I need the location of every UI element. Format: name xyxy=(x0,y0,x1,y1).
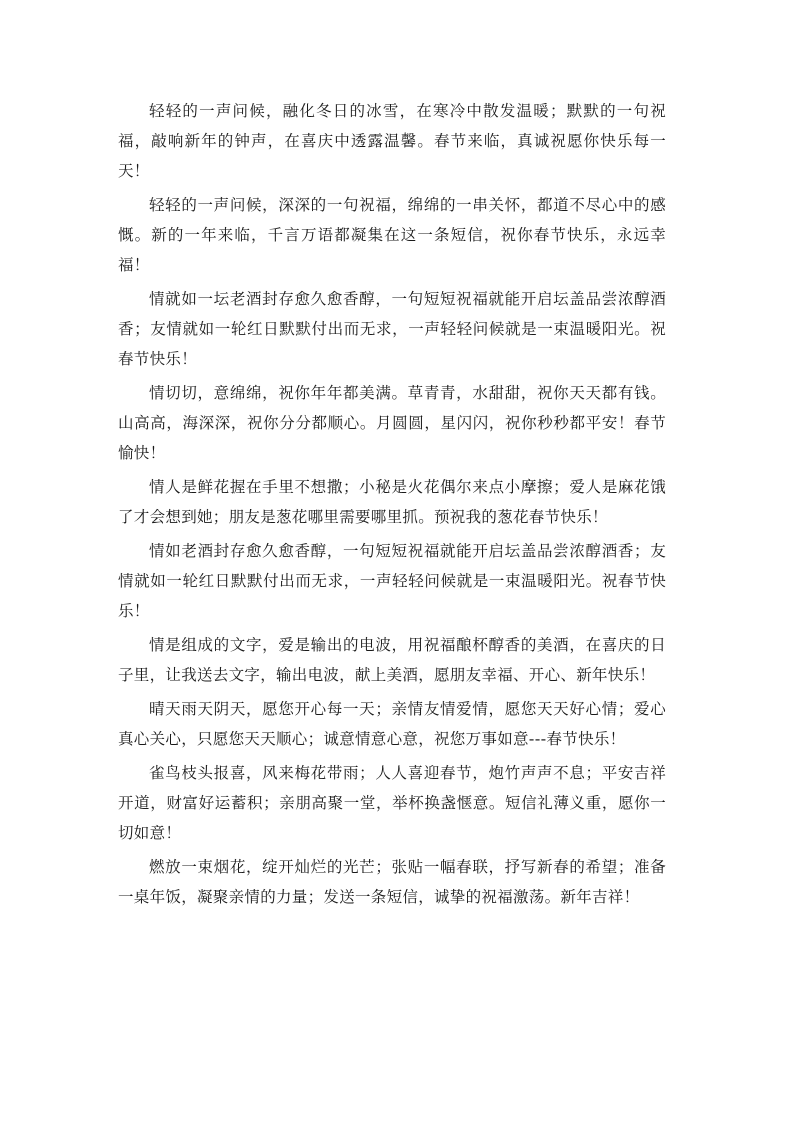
paragraph-6: 情如老酒封存愈久愈香醇，一句短短祝福就能开启坛盖品尝浓醇酒香；友情就如一轮红日默默付出而无求，一声轻轻问候就是一束温暖阳光。祝春节快乐！ xyxy=(118,542,666,620)
paragraph-1: 轻轻的一声问候，融化冬日的冰雪，在寒冷中散发温暖；默默的一句祝福，敲响新年的钟声，在喜庆中透露温馨。春节来临，真诚祝愿你快乐每一天！ xyxy=(118,102,666,180)
paragraph-10: 燃放一束烟花，绽开灿烂的光芒；张贴一幅春联，抒写新春的希望；准备一桌年饭，凝聚亲情的力量；发送一条短信，诚挚的祝福激荡。新年吉祥！ xyxy=(118,858,666,906)
paragraph-4: 情切切，意绵绵，祝你年年都美满。草青青，水甜甜，祝你天天都有钱。山高高，海深深，祝你分分都顺心。月圆圆，星闪闪，祝你秒秒都平安！春节愉快！ xyxy=(118,384,666,462)
document-body xyxy=(118,96,666,916)
paragraph-7: 情是组成的文字，爱是输出的电波，用祝福酿杯醇香的美酒，在喜庆的日子里，让我送去文字，输出电波，献上美酒，愿朋友幸福、开心、新年快乐！ xyxy=(118,636,666,684)
paragraph-3: 情就如一坛老酒封存愈久愈香醇，一句短短祝福就能开启坛盖品尝浓醇酒香；友情就如一轮红日默默付出而无求，一声轻轻问候就是一束温暖阳光。祝春节快乐！ xyxy=(118,290,666,368)
paragraph-2: 轻轻的一声问候，深深的一句祝福，绵绵的一串关怀，都道不尽心中的感慨。新的一年来临，千言万语都凝集在这一条短信，祝你春节快乐，永远幸福！ xyxy=(118,196,666,274)
paragraph-5: 情人是鲜花握在手里不想撒；小秘是火花偶尔来点小摩擦；爱人是麻花饿了才会想到她；朋友是葱花哪里需要哪里抓。预祝我的葱花春节快乐！ xyxy=(118,478,666,526)
paragraph-8: 晴天雨天阴天，愿您开心每一天；亲情友情爱情，愿您天天好心情；爱心真心关心，只愿您天天顺心；诚意情意心意，祝您万事如意---春节快乐！ xyxy=(118,700,666,748)
paragraph-9: 雀鸟枝头报喜，风来梅花带雨；人人喜迎春节，炮竹声声不息；平安吉祥开道，财富好运蓄积；亲朋高聚一堂，举杯换盏惬意。短信礼薄义重，愿你一切如意！ xyxy=(118,764,666,842)
